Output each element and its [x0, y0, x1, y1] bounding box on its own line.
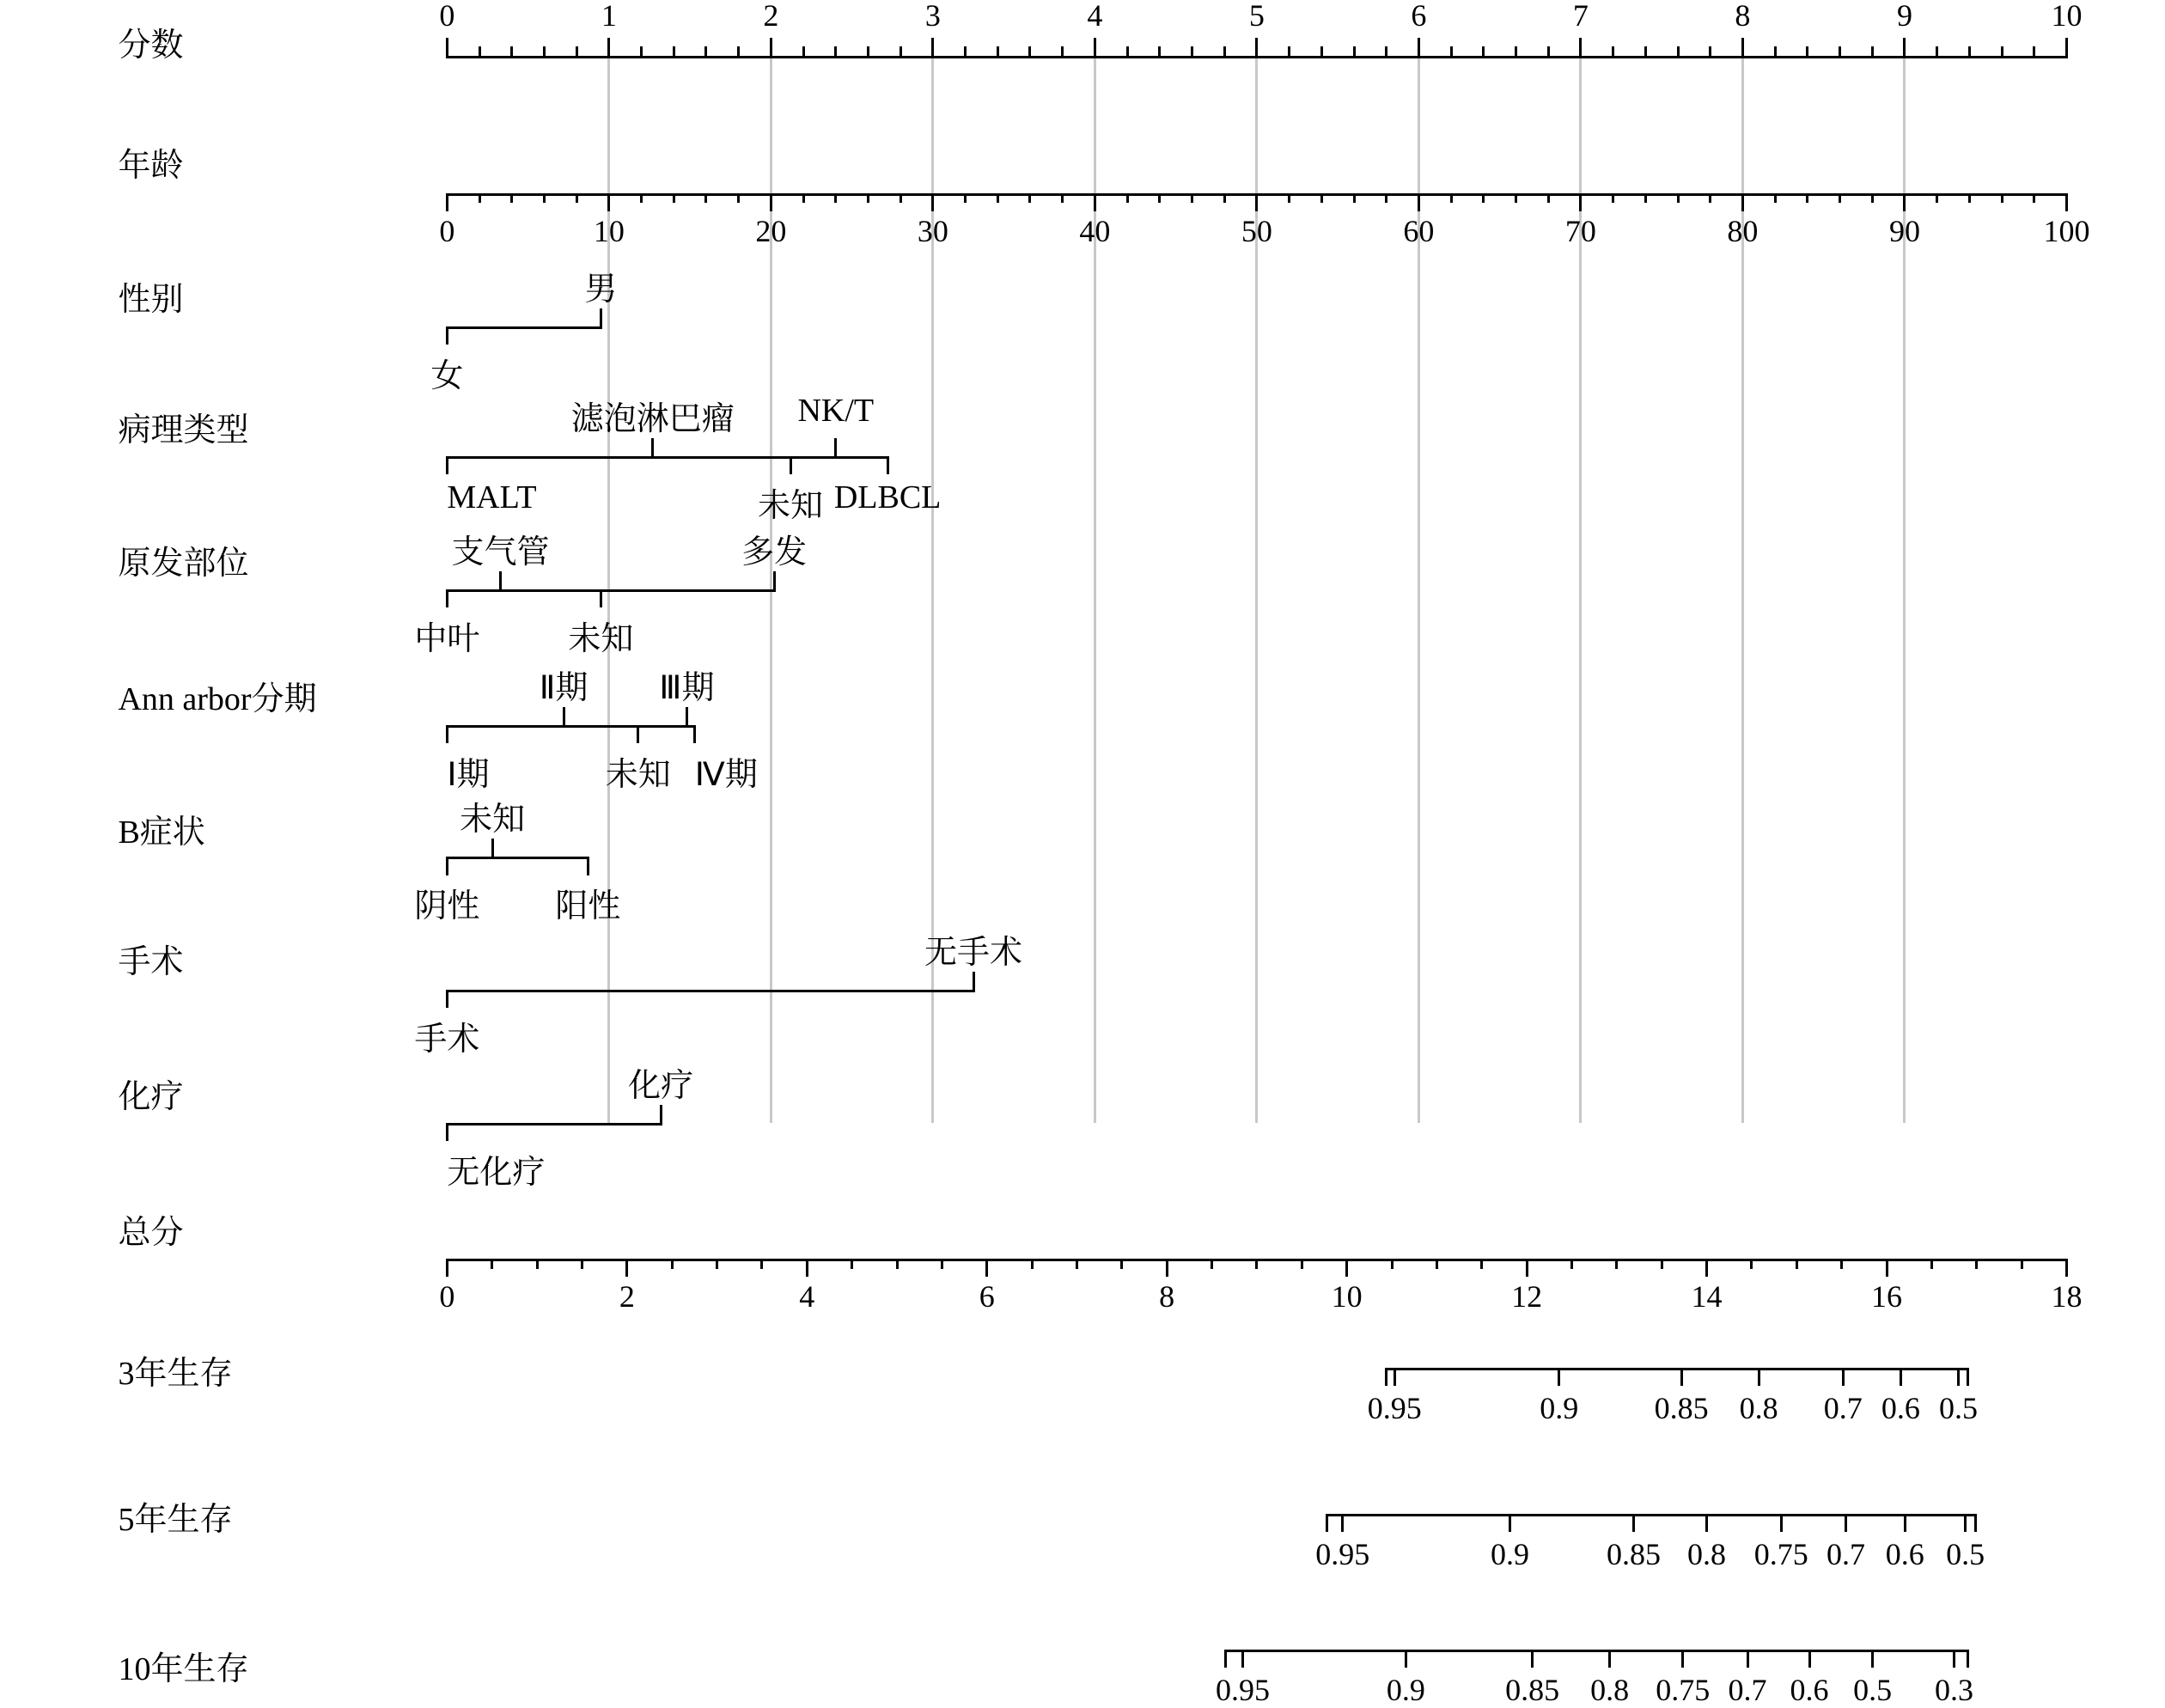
prob-label-surv3-2[interactable]: 0.85 — [1654, 1391, 1709, 1426]
axis-surv10[interactable] — [1226, 1650, 1968, 1652]
tick-total_points-8[interactable] — [1886, 1259, 1888, 1277]
cat-label-b_symptoms-2[interactable]: 阳性 — [555, 888, 621, 925]
tick-label-age-8[interactable]: 80 — [1727, 213, 1759, 248]
cat-label-pathology-1[interactable]: 滤泡淋巴瘤 — [570, 401, 735, 438]
tick-label-age-2[interactable]: 20 — [755, 213, 787, 248]
minor-tick-points-3-2[interactable] — [997, 46, 999, 58]
tick-label-age-4[interactable]: 40 — [1079, 213, 1111, 248]
tick-age-5[interactable] — [1255, 193, 1258, 211]
row-label-b_symptoms[interactable]: B症状 — [118, 814, 205, 851]
tick-surv5-3[interactable] — [1705, 1514, 1708, 1532]
tick-surv5-1[interactable] — [1509, 1514, 1511, 1532]
tick-ann_arbor-1[interactable] — [563, 707, 565, 728]
cat-label-surgery-0[interactable]: 手术 — [414, 1022, 480, 1058]
cat-label-primary_site-3[interactable]: 多发 — [741, 534, 808, 571]
minor-tick-age-1-1[interactable] — [640, 193, 643, 203]
tick-total_points-7[interactable] — [1705, 1259, 1708, 1277]
minor-tick-total_points-4-1[interactable] — [1211, 1259, 1213, 1268]
tick-surgery-0[interactable] — [446, 990, 448, 1008]
minor-tick-total_points-7-1[interactable] — [1750, 1259, 1753, 1268]
minor-tick-age-3-2[interactable] — [997, 193, 999, 203]
row-label-ann_arbor[interactable]: Ann arbor分期 — [118, 680, 317, 717]
axis-sex[interactable] — [447, 326, 601, 329]
minor-tick-points-9-2[interactable] — [1968, 46, 1971, 58]
tick-label-age-6[interactable]: 60 — [1403, 213, 1435, 248]
minor-tick-points-4-3[interactable] — [1191, 46, 1193, 58]
tick-surv5-end[interactable] — [1974, 1514, 1977, 1532]
tick-label-points-0[interactable]: 0 — [439, 0, 455, 33]
minor-tick-age-4-1[interactable] — [1126, 193, 1129, 203]
tick-chemo-0[interactable] — [446, 1123, 448, 1141]
cat-label-ann_arbor-1[interactable]: Ⅱ期 — [539, 670, 589, 707]
row-label-surv10[interactable]: 10年生存 — [118, 1651, 249, 1688]
minor-tick-points-5-1[interactable] — [1288, 46, 1290, 58]
tick-total_points-2[interactable] — [806, 1259, 808, 1277]
prob-label-surv3-3[interactable]: 0.8 — [1739, 1391, 1778, 1426]
tick-points-3[interactable] — [931, 38, 934, 58]
minor-tick-total_points-2-1[interactable] — [851, 1259, 853, 1268]
minor-tick-age-9-2[interactable] — [1968, 193, 1971, 203]
tick-age-8[interactable] — [1741, 193, 1744, 211]
prob-label-surv3-5[interactable]: 0.6 — [1881, 1391, 1920, 1426]
tick-points-9[interactable] — [1903, 38, 1906, 58]
tick-sex-1[interactable] — [600, 308, 602, 329]
tick-total_points-5[interactable] — [1345, 1259, 1348, 1277]
tick-label-age-10[interactable]: 100 — [2043, 213, 2090, 248]
minor-tick-total_points-5-2[interactable] — [1436, 1259, 1438, 1268]
minor-tick-points-0-1[interactable] — [479, 46, 481, 58]
minor-tick-points-5-2[interactable] — [1320, 46, 1323, 58]
tick-label-points-5[interactable]: 5 — [1248, 0, 1265, 33]
tick-total_points-9[interactable] — [2065, 1259, 2068, 1277]
cat-label-primary_site-1[interactable]: 支气管 — [451, 534, 550, 571]
tick-surv3-4[interactable] — [1842, 1368, 1845, 1386]
tick-label-points-3[interactable]: 3 — [924, 0, 941, 33]
minor-tick-total_points-1-3[interactable] — [760, 1259, 763, 1268]
tick-surv10-2[interactable] — [1531, 1650, 1534, 1668]
tick-surv10-3[interactable] — [1608, 1650, 1611, 1668]
tick-surv3-start[interactable] — [1385, 1368, 1387, 1386]
minor-tick-total_points-3-1[interactable] — [1031, 1259, 1034, 1268]
tick-primary_site-0[interactable] — [446, 589, 448, 607]
tick-surv3-3[interactable] — [1758, 1368, 1760, 1386]
cat-label-pathology-4[interactable]: DLBCL — [833, 479, 942, 516]
tick-b_symptoms-2[interactable] — [587, 857, 589, 875]
minor-tick-age-7-3[interactable] — [1677, 193, 1680, 203]
prob-label-surv10-8[interactable]: 0.3 — [1935, 1672, 1974, 1707]
prob-label-surv10-3[interactable]: 0.8 — [1590, 1672, 1630, 1707]
tick-label-points-7[interactable]: 7 — [1572, 0, 1589, 33]
tick-points-8[interactable] — [1741, 38, 1744, 58]
tick-label-age-7[interactable]: 70 — [1564, 213, 1596, 248]
prob-label-surv10-0[interactable]: 0.95 — [1216, 1672, 1271, 1707]
tick-points-4[interactable] — [1094, 38, 1096, 58]
tick-pathology-2[interactable] — [790, 456, 792, 474]
minor-tick-points-7-1[interactable] — [1612, 46, 1614, 58]
tick-surv5-5[interactable] — [1845, 1514, 1847, 1532]
cat-label-ann_arbor-0[interactable]: Ⅰ期 — [447, 757, 490, 794]
tick-label-total_points-1[interactable]: 2 — [619, 1278, 635, 1314]
minor-tick-age-2-2[interactable] — [834, 193, 837, 203]
minor-tick-total_points-7-2[interactable] — [1796, 1259, 1798, 1268]
tick-surv5-start[interactable] — [1326, 1514, 1328, 1532]
tick-label-total_points-2[interactable]: 4 — [799, 1278, 815, 1314]
tick-label-points-4[interactable]: 4 — [1087, 0, 1103, 33]
minor-tick-age-6-4[interactable] — [1547, 193, 1550, 203]
minor-tick-age-8-1[interactable] — [1774, 193, 1777, 203]
row-label-points[interactable]: 分数 — [118, 27, 184, 64]
tick-surv5-2[interactable] — [1632, 1514, 1635, 1532]
tick-primary_site-1[interactable] — [499, 571, 502, 592]
minor-tick-points-2-2[interactable] — [834, 46, 837, 58]
minor-tick-age-7-4[interactable] — [1709, 193, 1711, 203]
minor-tick-age-7-2[interactable] — [1644, 193, 1647, 203]
tick-total_points-3[interactable] — [985, 1259, 988, 1277]
tick-label-points-9[interactable]: 9 — [1896, 0, 1912, 33]
minor-tick-age-3-4[interactable] — [1061, 193, 1064, 203]
minor-tick-points-2-4[interactable] — [900, 46, 902, 58]
tick-total_points-0[interactable] — [446, 1259, 448, 1277]
minor-tick-points-0-4[interactable] — [576, 46, 578, 58]
tick-label-total_points-4[interactable]: 8 — [1159, 1278, 1175, 1314]
tick-surv3-0[interactable] — [1394, 1368, 1396, 1386]
tick-b_symptoms-1[interactable] — [491, 839, 494, 859]
cat-label-chemo-1[interactable]: 化疗 — [628, 1068, 694, 1105]
tick-points-6[interactable] — [1418, 38, 1420, 58]
minor-tick-points-1-2[interactable] — [673, 46, 675, 58]
row-label-total_points[interactable]: 总分 — [118, 1214, 184, 1251]
tick-surv3-end[interactable] — [1967, 1368, 1969, 1386]
tick-surv10-8[interactable] — [1953, 1650, 1955, 1668]
tick-surv5-6[interactable] — [1904, 1514, 1906, 1532]
prob-label-surv3-4[interactable]: 0.7 — [1823, 1391, 1863, 1426]
tick-label-total_points-6[interactable]: 12 — [1511, 1278, 1543, 1314]
tick-ann_arbor-0[interactable] — [446, 725, 448, 743]
tick-surv10-4[interactable] — [1681, 1650, 1684, 1668]
tick-pathology-0[interactable] — [446, 456, 448, 474]
axis-b_symptoms[interactable] — [447, 857, 588, 859]
minor-tick-total_points-2-3[interactable] — [941, 1259, 943, 1268]
minor-tick-points-7-3[interactable] — [1677, 46, 1680, 58]
tick-surv5-7[interactable] — [1964, 1514, 1967, 1532]
tick-label-total_points-7[interactable]: 14 — [1691, 1278, 1723, 1314]
minor-tick-total_points-2-2[interactable] — [896, 1259, 899, 1268]
tick-pathology-4[interactable] — [887, 456, 889, 474]
minor-tick-age-5-2[interactable] — [1320, 193, 1323, 203]
tick-b_symptoms-0[interactable] — [446, 857, 448, 875]
minor-tick-age-8-3[interactable] — [1839, 193, 1841, 203]
minor-tick-age-2-1[interactable] — [802, 193, 805, 203]
minor-tick-points-2-1[interactable] — [802, 46, 805, 58]
minor-tick-points-9-1[interactable] — [1936, 46, 1938, 58]
minor-tick-age-4-2[interactable] — [1158, 193, 1161, 203]
prob-label-surv5-7[interactable]: 0.5 — [1946, 1536, 1985, 1571]
tick-surv10-end[interactable] — [1967, 1650, 1969, 1668]
minor-tick-age-1-4[interactable] — [737, 193, 740, 203]
minor-tick-age-9-1[interactable] — [1936, 193, 1938, 203]
minor-tick-points-9-3[interactable] — [2001, 46, 2003, 58]
cat-label-pathology-3[interactable]: NK/T — [797, 393, 875, 430]
axis-surgery[interactable] — [447, 990, 973, 992]
axis-chemo[interactable] — [447, 1123, 661, 1125]
tick-points-5[interactable] — [1255, 38, 1258, 58]
minor-tick-age-0-3[interactable] — [543, 193, 546, 203]
cat-label-chemo-0[interactable]: 无化疗 — [447, 1155, 546, 1192]
prob-label-surv3-6[interactable]: 0.5 — [1938, 1391, 1978, 1426]
minor-tick-age-6-2[interactable] — [1482, 193, 1485, 203]
minor-tick-points-3-4[interactable] — [1061, 46, 1064, 58]
cat-label-surgery-1[interactable]: 无手术 — [924, 935, 1023, 972]
tick-points-7[interactable] — [1579, 38, 1582, 58]
tick-age-2[interactable] — [770, 193, 772, 211]
axis-primary_site[interactable] — [447, 589, 774, 592]
minor-tick-points-8-3[interactable] — [1839, 46, 1841, 58]
minor-tick-age-1-3[interactable] — [704, 193, 707, 203]
minor-tick-age-0-2[interactable] — [510, 193, 513, 203]
minor-tick-total_points-6-3[interactable] — [1661, 1259, 1663, 1268]
cat-label-b_symptoms-0[interactable]: 阴性 — [414, 888, 480, 925]
prob-label-surv5-3[interactable]: 0.8 — [1687, 1536, 1727, 1571]
minor-tick-total_points-5-3[interactable] — [1480, 1259, 1483, 1268]
minor-tick-points-6-1[interactable] — [1450, 46, 1453, 58]
minor-tick-age-2-4[interactable] — [900, 193, 902, 203]
tick-label-age-3[interactable]: 30 — [917, 213, 948, 248]
row-label-surgery[interactable]: 手术 — [118, 944, 184, 981]
minor-tick-age-4-3[interactable] — [1191, 193, 1193, 203]
row-label-primary_site[interactable]: 原发部位 — [118, 545, 249, 582]
minor-tick-total_points-3-3[interactable] — [1120, 1259, 1123, 1268]
minor-tick-total_points-1-2[interactable] — [716, 1259, 718, 1268]
tick-points-1[interactable] — [607, 38, 610, 58]
tick-label-points-10[interactable]: 10 — [2051, 0, 2083, 33]
minor-tick-points-1-3[interactable] — [704, 46, 707, 58]
tick-total_points-4[interactable] — [1166, 1259, 1168, 1277]
minor-tick-age-6-3[interactable] — [1515, 193, 1517, 203]
minor-tick-points-8-4[interactable] — [1871, 46, 1874, 58]
minor-tick-points-1-1[interactable] — [640, 46, 643, 58]
minor-tick-points-3-1[interactable] — [964, 46, 967, 58]
tick-age-0[interactable] — [446, 193, 448, 211]
minor-tick-total_points-0-3[interactable] — [581, 1259, 583, 1268]
tick-age-3[interactable] — [931, 193, 934, 211]
tick-label-age-0[interactable]: 0 — [439, 213, 455, 248]
tick-surv10-0[interactable] — [1241, 1650, 1244, 1668]
cat-label-ann_arbor-4[interactable]: Ⅳ期 — [694, 757, 758, 794]
tick-label-points-2[interactable]: 2 — [763, 0, 779, 33]
prob-label-surv3-0[interactable]: 0.95 — [1367, 1391, 1422, 1426]
tick-chemo-1[interactable] — [660, 1105, 662, 1125]
minor-tick-age-6-1[interactable] — [1450, 193, 1453, 203]
tick-ann_arbor-4[interactable] — [693, 725, 696, 743]
axis-surv3[interactable] — [1386, 1368, 1967, 1370]
tick-surv5-0[interactable] — [1341, 1514, 1344, 1532]
minor-tick-total_points-8-1[interactable] — [1930, 1259, 1933, 1268]
tick-primary_site-3[interactable] — [773, 571, 776, 592]
minor-tick-age-3-3[interactable] — [1028, 193, 1031, 203]
tick-age-4[interactable] — [1094, 193, 1096, 211]
minor-tick-points-5-3[interactable] — [1353, 46, 1356, 58]
minor-tick-total_points-8-2[interactable] — [1975, 1259, 1978, 1268]
tick-pathology-3[interactable] — [834, 438, 837, 459]
minor-tick-points-3-3[interactable] — [1028, 46, 1031, 58]
tick-label-total_points-8[interactable]: 16 — [1871, 1278, 1902, 1314]
minor-tick-age-5-4[interactable] — [1385, 193, 1387, 203]
tick-label-points-8[interactable]: 8 — [1735, 0, 1751, 33]
tick-primary_site-2[interactable] — [600, 589, 602, 607]
minor-tick-age-3-1[interactable] — [964, 193, 967, 203]
cat-label-primary_site-0[interactable]: 中叶 — [414, 621, 480, 658]
tick-label-total_points-5[interactable]: 10 — [1331, 1278, 1363, 1314]
row-label-sex[interactable]: 性别 — [118, 282, 184, 319]
minor-tick-points-7-4[interactable] — [1709, 46, 1711, 58]
minor-tick-points-7-2[interactable] — [1644, 46, 1647, 58]
minor-tick-age-8-2[interactable] — [1806, 193, 1808, 203]
axis-ann_arbor[interactable] — [447, 725, 694, 728]
prob-label-surv5-4[interactable]: 0.75 — [1753, 1536, 1808, 1571]
minor-tick-total_points-0-2[interactable] — [536, 1259, 539, 1268]
cat-label-primary_site-2[interactable]: 未知 — [568, 621, 634, 658]
row-label-age[interactable]: 年龄 — [118, 147, 184, 184]
minor-tick-age-9-3[interactable] — [2001, 193, 2003, 203]
tick-surgery-1[interactable] — [973, 972, 975, 992]
minor-tick-age-2-3[interactable] — [867, 193, 869, 203]
minor-tick-total_points-8-3[interactable] — [2021, 1259, 2023, 1268]
cat-label-ann_arbor-2[interactable]: 未知 — [605, 757, 671, 794]
minor-tick-points-4-2[interactable] — [1158, 46, 1161, 58]
tick-age-9[interactable] — [1903, 193, 1906, 211]
tick-surv3-5[interactable] — [1900, 1368, 1902, 1386]
minor-tick-age-0-1[interactable] — [479, 193, 481, 203]
prob-label-surv5-1[interactable]: 0.9 — [1490, 1536, 1529, 1571]
tick-label-total_points-3[interactable]: 6 — [979, 1278, 995, 1314]
tick-points-2[interactable] — [770, 38, 772, 58]
minor-tick-total_points-7-3[interactable] — [1840, 1259, 1843, 1268]
tick-surv10-6[interactable] — [1808, 1650, 1811, 1668]
tick-points-10[interactable] — [2065, 38, 2068, 58]
tick-surv3-6[interactable] — [1957, 1368, 1960, 1386]
prob-label-surv10-1[interactable]: 0.9 — [1386, 1672, 1425, 1707]
tick-total_points-6[interactable] — [1526, 1259, 1528, 1277]
minor-tick-age-7-1[interactable] — [1612, 193, 1614, 203]
tick-label-points-1[interactable]: 1 — [601, 0, 617, 33]
minor-tick-points-6-2[interactable] — [1482, 46, 1485, 58]
minor-tick-age-5-3[interactable] — [1353, 193, 1356, 203]
tick-label-age-5[interactable]: 50 — [1241, 213, 1272, 248]
minor-tick-age-4-4[interactable] — [1223, 193, 1226, 203]
cat-label-ann_arbor-3[interactable]: Ⅲ期 — [659, 670, 715, 707]
minor-tick-points-9-4[interactable] — [2033, 46, 2035, 58]
tick-label-total_points-9[interactable]: 18 — [2051, 1278, 2083, 1314]
tick-ann_arbor-2[interactable] — [637, 725, 639, 743]
tick-total_points-1[interactable] — [625, 1259, 628, 1277]
tick-label-age-9[interactable]: 90 — [1888, 213, 1920, 248]
cat-label-pathology-2[interactable]: 未知 — [757, 488, 824, 525]
tick-surv3-2[interactable] — [1680, 1368, 1683, 1386]
minor-tick-age-0-4[interactable] — [576, 193, 578, 203]
axis-pathology[interactable] — [447, 456, 887, 459]
minor-tick-total_points-6-2[interactable] — [1615, 1259, 1618, 1268]
minor-tick-age-5-1[interactable] — [1288, 193, 1290, 203]
minor-tick-points-4-4[interactable] — [1223, 46, 1226, 58]
tick-points-0[interactable] — [446, 38, 448, 58]
prob-label-surv5-6[interactable]: 0.6 — [1885, 1536, 1924, 1571]
prob-label-surv5-0[interactable]: 0.95 — [1315, 1536, 1370, 1571]
prob-label-surv10-5[interactable]: 0.7 — [1728, 1672, 1767, 1707]
prob-label-surv3-1[interactable]: 0.9 — [1540, 1391, 1579, 1426]
minor-tick-points-2-3[interactable] — [867, 46, 869, 58]
minor-tick-total_points-1-1[interactable] — [671, 1259, 674, 1268]
tick-pathology-1[interactable] — [651, 438, 654, 459]
minor-tick-total_points-6-1[interactable] — [1570, 1259, 1573, 1268]
tick-surv5-4[interactable] — [1780, 1514, 1783, 1532]
cat-label-sex-0[interactable]: 女 — [430, 357, 464, 394]
prob-label-surv10-4[interactable]: 0.75 — [1656, 1672, 1711, 1707]
minor-tick-age-9-4[interactable] — [2033, 193, 2035, 203]
row-label-pathology[interactable]: 病理类型 — [118, 412, 249, 448]
prob-label-surv10-7[interactable]: 0.5 — [1853, 1672, 1893, 1707]
minor-tick-points-1-4[interactable] — [737, 46, 740, 58]
axis-surv5[interactable] — [1327, 1514, 1975, 1516]
tick-surv3-1[interactable] — [1558, 1368, 1560, 1386]
minor-tick-points-5-4[interactable] — [1385, 46, 1387, 58]
minor-tick-points-0-3[interactable] — [543, 46, 546, 58]
row-label-surv3[interactable]: 3年生存 — [118, 1356, 233, 1393]
minor-tick-total_points-4-3[interactable] — [1301, 1259, 1303, 1268]
tick-surv10-1[interactable] — [1405, 1650, 1407, 1668]
prob-label-surv5-2[interactable]: 0.85 — [1606, 1536, 1661, 1571]
minor-tick-points-6-4[interactable] — [1547, 46, 1550, 58]
minor-tick-total_points-5-1[interactable] — [1391, 1259, 1394, 1268]
prob-label-surv5-5[interactable]: 0.7 — [1827, 1536, 1866, 1571]
minor-tick-points-0-2[interactable] — [510, 46, 513, 58]
tick-surv10-5[interactable] — [1747, 1650, 1749, 1668]
minor-tick-total_points-4-2[interactable] — [1255, 1259, 1258, 1268]
minor-tick-age-8-4[interactable] — [1871, 193, 1874, 203]
tick-sex-0[interactable] — [446, 326, 448, 345]
tick-age-1[interactable] — [607, 193, 610, 211]
tick-surv10-start[interactable] — [1224, 1650, 1227, 1668]
tick-age-7[interactable] — [1579, 193, 1582, 211]
tick-age-10[interactable] — [2065, 193, 2068, 211]
minor-tick-points-6-3[interactable] — [1515, 46, 1517, 58]
cat-label-sex-1[interactable]: 男 — [584, 271, 618, 308]
tick-ann_arbor-3[interactable] — [686, 707, 688, 728]
tick-label-points-6[interactable]: 6 — [1411, 0, 1427, 33]
tick-age-6[interactable] — [1418, 193, 1420, 211]
minor-tick-total_points-3-2[interactable] — [1076, 1259, 1078, 1268]
prob-label-surv10-2[interactable]: 0.85 — [1505, 1672, 1560, 1707]
row-label-chemo[interactable]: 化疗 — [118, 1078, 184, 1115]
tick-label-age-1[interactable]: 10 — [593, 213, 625, 248]
tick-surv10-7[interactable] — [1871, 1650, 1874, 1668]
minor-tick-points-8-1[interactable] — [1774, 46, 1777, 58]
minor-tick-points-8-2[interactable] — [1806, 46, 1808, 58]
minor-tick-points-4-1[interactable] — [1126, 46, 1129, 58]
minor-tick-age-1-2[interactable] — [673, 193, 675, 203]
cat-label-b_symptoms-1[interactable]: 未知 — [460, 802, 526, 839]
minor-tick-total_points-0-1[interactable] — [491, 1259, 493, 1268]
tick-label-total_points-0[interactable]: 0 — [439, 1278, 455, 1314]
cat-label-pathology-0[interactable]: MALT — [447, 479, 537, 516]
prob-label-surv10-6[interactable]: 0.6 — [1790, 1672, 1829, 1707]
row-label-surv5[interactable]: 5年生存 — [118, 1501, 233, 1538]
